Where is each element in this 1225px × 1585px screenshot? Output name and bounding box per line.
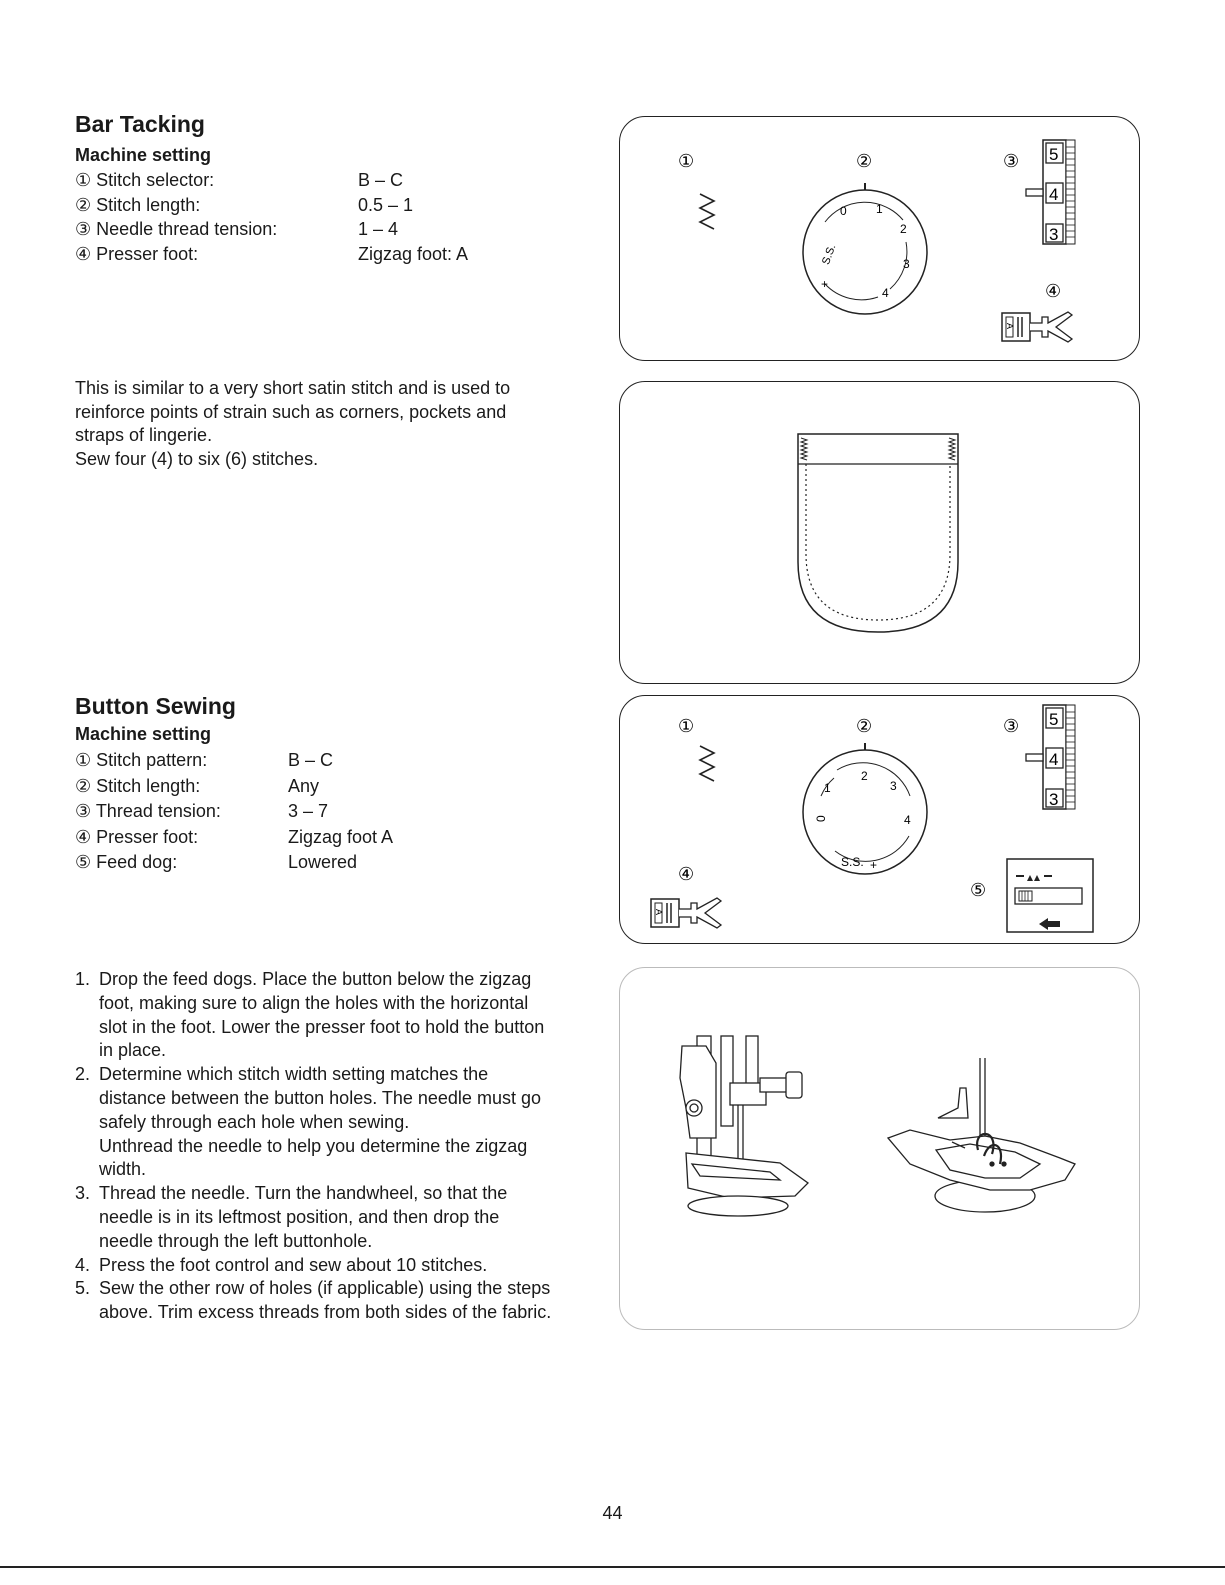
bar-tacking-settings-list bbox=[75, 168, 468, 266]
step-line: safely through each hole when sewing. bbox=[99, 1111, 410, 1132]
bar-tacking-settings-diagram bbox=[619, 116, 1140, 361]
description-line: straps of lingerie. bbox=[75, 425, 213, 445]
setting-value: B – C bbox=[358, 170, 404, 190]
marker-stitch-selector: ① bbox=[678, 151, 695, 171]
step-line: foot, making sure to align the holes with the horizontal bbox=[99, 992, 529, 1013]
marker-stitch-length: ② bbox=[856, 716, 873, 736]
dial-number: 3 bbox=[903, 257, 910, 271]
dial-number: 3 bbox=[890, 779, 897, 793]
zigzag-stitch-icon bbox=[700, 746, 714, 781]
step-number: 3. bbox=[75, 1183, 91, 1204]
foot-letter: A bbox=[654, 909, 664, 916]
setting-label: ④ Presser foot: bbox=[75, 826, 199, 847]
tension-number: 5 bbox=[1049, 710, 1059, 729]
step-number: 5. bbox=[75, 1278, 91, 1299]
button-sewing-steps bbox=[75, 968, 551, 1325]
feed-dog-lever-icon bbox=[1007, 859, 1093, 932]
marker-stitch-pattern: ① bbox=[678, 716, 695, 736]
setting-row-presser-foot bbox=[75, 242, 468, 267]
presser-foot-side-view-icon bbox=[680, 1036, 808, 1216]
setting-value: Lowered bbox=[288, 852, 358, 872]
step-line: Drop the feed dogs. Place the button below the zigzag bbox=[99, 969, 532, 989]
step-item bbox=[75, 1063, 551, 1182]
pocket-icon bbox=[798, 434, 958, 632]
bar-tacking-description bbox=[75, 377, 510, 471]
step-line: Thread the needle. Turn the handwheel, so that the bbox=[99, 1183, 508, 1204]
step-line: in place. bbox=[99, 1040, 167, 1061]
thread-tension-dial-icon bbox=[1026, 140, 1075, 244]
dial-plus-label: + bbox=[821, 277, 829, 291]
setting-row-stitch-pattern bbox=[75, 748, 393, 774]
setting-value: 1 – 4 bbox=[358, 219, 399, 239]
dial-number: 1 bbox=[824, 781, 831, 795]
dial-plus-label: + bbox=[870, 858, 878, 872]
button-sewing-illustration bbox=[619, 967, 1140, 1330]
step-line: Sew the other row of holes (if applicable) using the steps bbox=[99, 1278, 551, 1299]
setting-row-thread-tension bbox=[75, 217, 468, 242]
bottom-rule bbox=[0, 1566, 1225, 1568]
setting-label: ⑤ Feed dog: bbox=[75, 852, 178, 872]
step-line: width. bbox=[99, 1159, 147, 1180]
step-line: needle is in its leftmost position, and then drop the bbox=[99, 1206, 500, 1227]
bar-tacking-title: Bar Tacking bbox=[75, 111, 205, 137]
tension-number: 5 bbox=[1049, 145, 1059, 164]
setting-label: ③ Thread tension: bbox=[75, 801, 221, 821]
setting-row-stitch-selector bbox=[75, 168, 468, 193]
tension-number: 3 bbox=[1049, 225, 1059, 244]
dial-ss-label: S.S. bbox=[841, 855, 864, 869]
dial-number: 4 bbox=[882, 286, 889, 300]
button-sewing-title: Button Sewing bbox=[75, 693, 236, 719]
description-line: Sew four (4) to six (6) stitches. bbox=[75, 448, 319, 469]
button-sewing-settings-list bbox=[75, 748, 393, 876]
setting-value: 0.5 – 1 bbox=[358, 194, 414, 215]
step-item bbox=[75, 1182, 551, 1253]
setting-row-stitch-length bbox=[75, 193, 468, 218]
bar-tacking-machine-setting-heading: Machine setting bbox=[75, 145, 212, 165]
foot-letter: A bbox=[1005, 323, 1015, 330]
presser-foot-button-view-icon bbox=[888, 1058, 1075, 1212]
setting-label: ④ Presser foot: bbox=[75, 243, 199, 264]
description-line: reinforce points of strain such as corners, pockets and bbox=[75, 401, 507, 422]
dial-number: 0 bbox=[814, 815, 828, 822]
pocket-bar-tack-illustration bbox=[619, 381, 1140, 684]
step-line: needle through the left buttonhole. bbox=[99, 1230, 373, 1251]
dial-number: 2 bbox=[900, 222, 907, 236]
zigzag-foot-a-icon bbox=[651, 898, 721, 928]
dial-number: 4 bbox=[904, 813, 911, 827]
setting-label: ② Stitch length: bbox=[75, 194, 201, 215]
setting-label: ③ Needle thread tension: bbox=[75, 219, 278, 239]
dial-number: 2 bbox=[861, 769, 868, 783]
dial-number: 0 bbox=[840, 204, 847, 218]
step-item bbox=[75, 1254, 551, 1278]
tension-number: 3 bbox=[1049, 790, 1059, 809]
stitch-length-dial-icon bbox=[803, 183, 927, 314]
setting-row-stitch-length bbox=[75, 774, 393, 800]
button-sewing-settings-diagram bbox=[619, 695, 1140, 944]
step-line: Determine which stitch width setting matches the bbox=[99, 1064, 489, 1085]
marker-thread-tension: ③ bbox=[1003, 716, 1020, 736]
setting-value: Zigzag foot: A bbox=[358, 243, 469, 264]
step-item bbox=[75, 1277, 551, 1325]
setting-value: Zigzag foot A bbox=[288, 826, 394, 847]
setting-value: B – C bbox=[288, 750, 334, 770]
step-item bbox=[75, 968, 551, 1063]
step-number: 4. bbox=[75, 1254, 91, 1275]
setting-row-thread-tension bbox=[75, 799, 393, 825]
marker-presser-foot: ④ bbox=[678, 864, 695, 884]
step-line: Unthread the needle to help you determine the zigzag bbox=[99, 1135, 528, 1156]
dial-ss-label: S.S. bbox=[820, 242, 839, 267]
marker-feed-dog: ⑤ bbox=[970, 880, 987, 900]
stitch-length-dial-icon bbox=[803, 743, 927, 874]
setting-value: 3 – 7 bbox=[288, 801, 329, 821]
step-number: 2. bbox=[75, 1064, 91, 1085]
marker-thread-tension: ③ bbox=[1003, 151, 1020, 171]
page-number: 44 bbox=[602, 1503, 623, 1523]
step-line: distance between the button holes. The needle must go bbox=[99, 1087, 541, 1108]
button-sewing-machine-setting-heading: Machine setting bbox=[75, 724, 212, 744]
zigzag-stitch-icon bbox=[700, 194, 714, 229]
tension-number: 4 bbox=[1049, 185, 1059, 204]
setting-label: ② Stitch length: bbox=[75, 775, 201, 796]
setting-row-presser-foot bbox=[75, 825, 393, 851]
step-number: 1. bbox=[75, 969, 91, 989]
description-line: This is similar to a very short satin stitch and is used to bbox=[75, 378, 511, 398]
zigzag-foot-a-icon bbox=[1002, 312, 1072, 342]
setting-label: ① Stitch pattern: bbox=[75, 750, 208, 770]
setting-row-feed-dog bbox=[75, 850, 393, 876]
setting-value: Any bbox=[288, 775, 320, 796]
dial-number: 1 bbox=[876, 202, 883, 216]
step-line: slot in the foot. Lower the presser foot to hold the button bbox=[99, 1016, 545, 1037]
setting-label: ① Stitch selector: bbox=[75, 170, 215, 190]
step-line: above. Trim excess threads from both sides of the fabric. bbox=[99, 1302, 552, 1323]
tension-number: 4 bbox=[1049, 750, 1059, 769]
marker-presser-foot: ④ bbox=[1045, 281, 1062, 301]
step-line: Press the foot control and sew about 10 stitches. bbox=[99, 1254, 488, 1275]
marker-stitch-length: ② bbox=[856, 151, 873, 171]
thread-tension-dial-icon bbox=[1026, 705, 1075, 809]
